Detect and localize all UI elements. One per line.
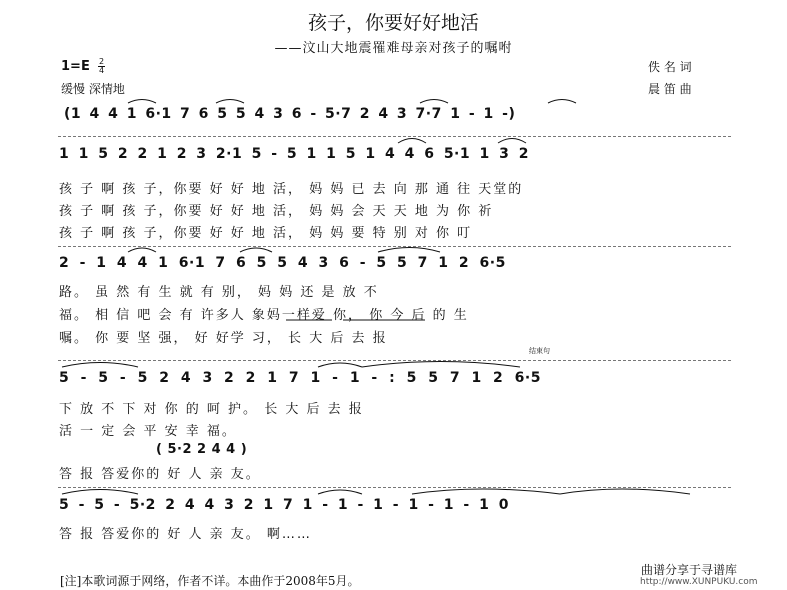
share-url: http://www.XUNPUKU.com [640, 577, 758, 587]
slur [560, 489, 690, 494]
ending-phrase-note: 结束句 [529, 347, 550, 355]
slur [318, 363, 362, 367]
share-label: 曲谱分享于寻谱库 [641, 563, 738, 577]
key-signature: 1=E [61, 59, 90, 74]
row2-verse1-lyrics: 孩 子 啊 孩 子，你要 好 好 地 活， 妈 妈 已 去 向 那 通 往 天堂的 [59, 182, 524, 197]
row4-notation: 5 - 5 - 5 2 4 3 2 2 1 7 1 - 1 - : 5 5 7 1 2 6·5 [59, 370, 541, 386]
slur [378, 248, 440, 253]
slur [498, 139, 526, 144]
slur [128, 248, 156, 252]
row4-verse3-lyrics: 答 报 答爱你的 好 人 亲 友。 [59, 467, 261, 482]
row3-verse1-lyrics: 路。 虽 然 有 生 就 有 别， 妈 妈 还 是 放 不 [59, 285, 379, 300]
row4-verse2-lyrics: 活 一 定 会 平 安 幸 福。 [59, 424, 237, 439]
slur [318, 490, 362, 494]
time-signature-bottom: 4 [98, 66, 105, 75]
slur [412, 489, 560, 494]
row3-verse3-lyrics: 嘱。 你 要 坚 强， 好 好学 习， 长 大 后 去 报 [59, 331, 388, 346]
footnote: [注]本歌词源于网络，作者不详。本曲作于2008年5月。 [60, 574, 360, 588]
lyricist-credit: 佚 名 词 [648, 60, 692, 74]
row2-verse2-lyrics: 孩 子 啊 孩 子，你要 好 好 地 活， 妈 妈 会 天 天 地 为 你 祈 [59, 204, 494, 219]
row5-notation: 5 - 5 - 5·2 2 4 4 3 2 1 7 1 - 1 - 1 - 1 - 1 - 1 0 [59, 497, 509, 513]
row3-notation: 2 - 1 4 4 1 6·1 7 6 5 5 4 3 6 - 5 5 7 1 2 6·5 [59, 255, 506, 271]
slur [362, 362, 520, 368]
time-signature-top: 2 [98, 57, 105, 66]
row2-verse3-lyrics: 孩 子 啊 孩 子，你要 好 好 地 活， 妈 妈 要 特 别 对 你 叮 [59, 226, 473, 241]
intro-notation: (1 4 4 1 6·1 7 6 5 5 4 3 6 - 5·7 2 4 3 7·7 1 - 1 -) [64, 106, 516, 122]
slur [398, 139, 426, 144]
row5-lyrics: 答 报 答爱你的 好 人 亲 友。 啊…… [59, 527, 312, 542]
row2-notation: 1 1 5 2 2 1 2 3 2·1 5 - 5 1 1 5 1 4 4 6 5·1 1 3 2 [59, 146, 529, 162]
slur [128, 100, 156, 104]
slur [62, 490, 138, 495]
slur [420, 100, 448, 104]
slur [216, 100, 244, 104]
slur [62, 363, 138, 368]
row4-alternate-notation: ( 5·2 2 4 4 ) [156, 442, 248, 457]
song-title: 孩子，你要好好地活 [307, 12, 479, 34]
composer-credit: 晨 笛 曲 [648, 82, 692, 96]
row4-verse1-lyrics: 下 放 不 下 对 你 的 呵 护。 长 大 后 去 报 [59, 402, 364, 417]
song-subtitle: ——汶山大地震罹难母亲对孩子的嘱咐 [274, 41, 513, 56]
row3-verse2-lyrics: 福。 相 信 吧 会 有 许多人 象妈一样爱 你， 你 今 后 的 生 [59, 308, 469, 323]
tempo-marking: 缓慢 深情地 [61, 82, 125, 96]
slur [548, 100, 576, 104]
slur [240, 248, 272, 252]
